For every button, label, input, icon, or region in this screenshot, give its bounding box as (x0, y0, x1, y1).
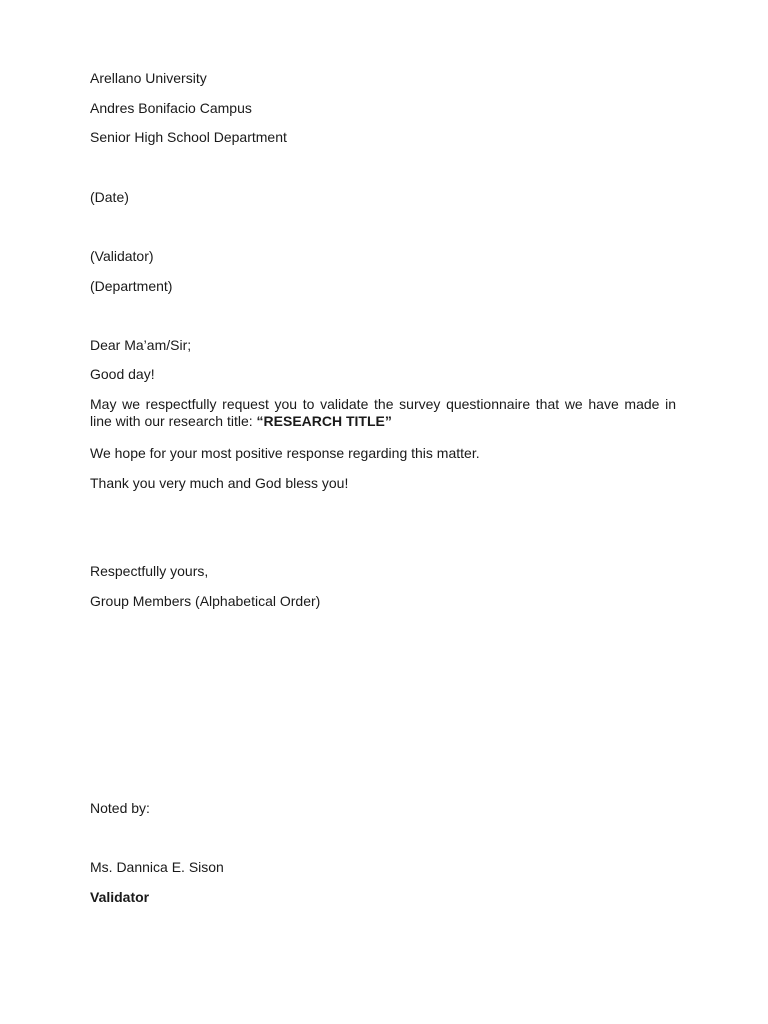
hope-paragraph: We hope for your most positive response regarding this matter. (90, 445, 480, 461)
noted-by-name: Ms. Dannica E. Sison (90, 859, 224, 875)
request-paragraph (90, 396, 676, 430)
sender-university: Arellano University (90, 70, 207, 86)
greeting: Good day! (90, 366, 155, 382)
request-text: May we respectfully request you to validate the survey questionnaire that we have made in line with our research title: (90, 396, 676, 429)
salutation: Dear Ma’am/Sir; (90, 337, 192, 353)
sender-department: Senior High School Department (90, 129, 287, 145)
signatories: Group Members (Alphabetical Order) (90, 593, 321, 609)
complimentary-close: Respectfully yours, (90, 563, 209, 579)
thanks-paragraph: Thank you very much and God bless you! (90, 475, 349, 491)
noted-by-role: Validator (90, 889, 150, 905)
sender-campus: Andres Bonifacio Campus (90, 100, 252, 116)
recipient-department: (Department) (90, 278, 173, 294)
letter-date: (Date) (90, 189, 129, 205)
research-title: “RESEARCH TITLE” (256, 413, 392, 429)
recipient-validator: (Validator) (90, 248, 154, 264)
noted-by-label: Noted by: (90, 800, 150, 816)
